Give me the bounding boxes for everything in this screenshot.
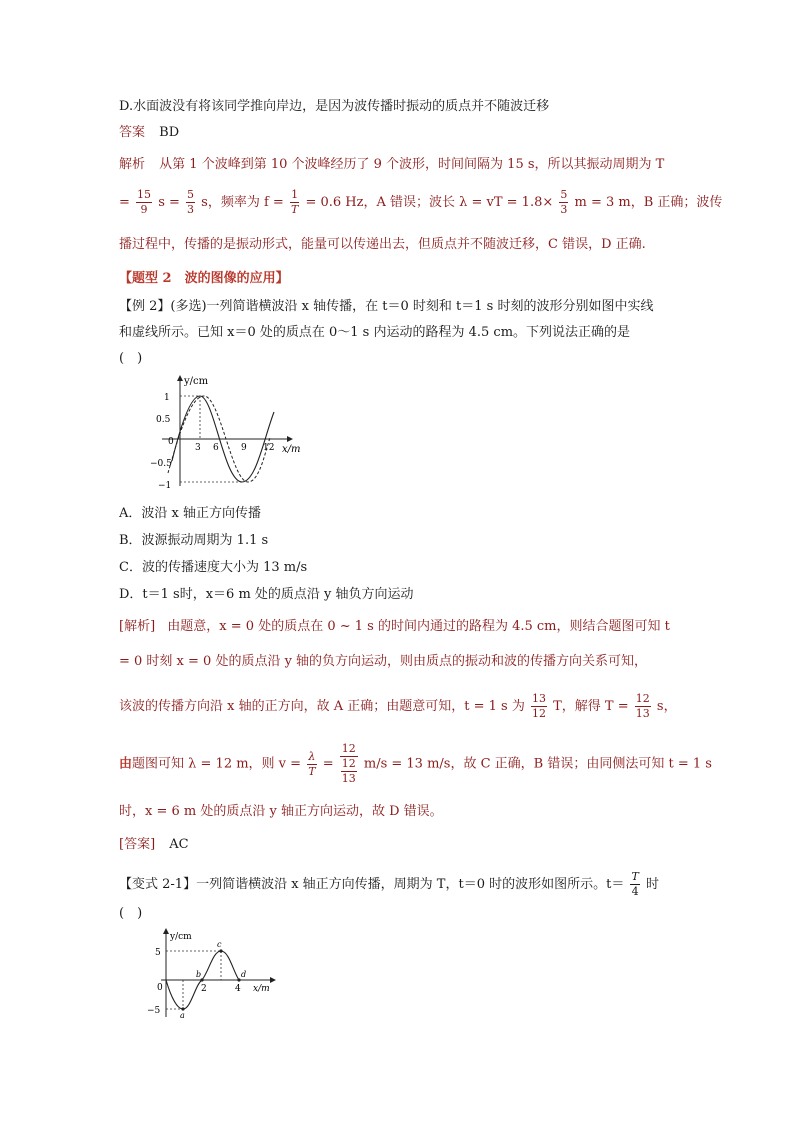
analysis-text: 从第 1 个波峰到第 10 个波峰经历了 9 个波形，时间间隔为 15 s，所以其振动周期为 T (159, 157, 665, 172)
numerator: 15 (137, 188, 152, 201)
point-label: a (180, 1011, 185, 1020)
compound-fraction (340, 742, 358, 786)
y-tick: −0.5 (150, 459, 172, 469)
x-tick: 6 (213, 443, 219, 453)
numerator: 13 (531, 692, 546, 705)
fraction (531, 692, 547, 721)
x-axis-label: x/m (253, 984, 270, 994)
option-d-previous: D.水面波没有将该同学推向岸边，是因为波传播时振动的质点并不随波迁移 (119, 99, 550, 114)
option-b: B．波源振动周期为 1.1 s (119, 533, 269, 548)
numerator: 12 (341, 742, 356, 755)
numerator: 5 (560, 188, 568, 201)
y-tick: 5 (155, 948, 161, 958)
point-label: c (217, 940, 222, 949)
point-label: d (241, 970, 247, 979)
answer-value: AC (169, 837, 189, 852)
answer-label: [答案] (119, 837, 156, 852)
text: m/s = 13 m/s，故 C 正确，B 错误；由同侧法可知 t = 1 s (363, 756, 712, 772)
fraction (136, 188, 152, 217)
x-axis-label: x/m (282, 444, 301, 455)
y-tick: 1 (164, 393, 170, 403)
fraction (635, 692, 651, 721)
option-a: A．波沿 x 轴正方向传播 (119, 506, 261, 521)
y-axis-label: y/cm (184, 376, 209, 387)
text: 由 (119, 756, 133, 772)
solution-label: [解析] (119, 619, 156, 634)
solution-text: 由题意，x = 0 处的质点在 0 ~ 1 s 的时间内通过的路程为 4.5 cm，则结合题图可知 t (167, 619, 670, 634)
answer-paren: ( ) (119, 351, 143, 366)
y-axis-label: y/cm (170, 932, 192, 942)
denominator: T (308, 764, 316, 778)
numerator: 1 (291, 188, 299, 201)
text: = (119, 195, 130, 210)
text: 题图可知 λ = 12 m，则 v = (132, 756, 302, 772)
denominator: 3 (187, 203, 195, 216)
y-tick: 0 (168, 437, 174, 447)
denominator: 12 (531, 707, 546, 720)
answer-1 (119, 124, 179, 142)
wave-figure-1 (140, 368, 310, 493)
text: s，频率为 f = (201, 195, 284, 210)
y-tick: 0.5 (156, 415, 171, 425)
text: = 0.6 Hz，A 错误；波长 λ = vT = 1.8× (305, 195, 554, 210)
text: 【变式 2-1】一列简谐横波沿 x 轴正方向传播，周期为 T，t＝0 时的波形如图所示。t＝ (119, 877, 625, 892)
analysis-1-line-2 (119, 188, 722, 217)
numerator: 5 (187, 188, 195, 201)
numerator: 12 (341, 757, 356, 770)
denominator: 4 (631, 885, 639, 898)
example-2-line-1: 【例 2】(多选)一列简谐横波沿 x 轴传播，在 t＝0 时刻和 t＝1 s 时刻的波形分别如图中实线 (119, 299, 654, 314)
wave-figure-2 (145, 925, 285, 1020)
text: s = (158, 195, 180, 210)
numerator: T (631, 870, 639, 883)
point-label: b (196, 970, 202, 979)
text: 该波的传播方向沿 x 轴的正方向，故 A 正确；由题意可知，t = 1 s 为 (119, 699, 525, 714)
numerator: 12 (635, 692, 650, 705)
denominator: 13 (341, 772, 356, 785)
fraction (341, 757, 357, 786)
analysis-label: 解析 (119, 157, 146, 172)
fraction (186, 188, 195, 217)
text: = (322, 756, 334, 772)
denominator: T (290, 203, 299, 216)
x-tick: 2 (201, 984, 207, 994)
point-c (219, 949, 222, 952)
fraction (307, 750, 316, 779)
text: s， (656, 699, 677, 714)
x-tick: 9 (241, 443, 247, 453)
answer-label: 答案 (119, 125, 146, 140)
option-c: C．波的传播速度大小为 13 m/s (119, 560, 308, 575)
solution-line-5: 时，x = 6 m 处的质点沿 y 轴正方向运动，故 D 错误。 (119, 804, 443, 819)
solution-line-3 (119, 692, 677, 721)
solution-line-1 (119, 618, 670, 636)
x-tick: 3 (195, 443, 201, 453)
numerator: λ (308, 749, 316, 763)
analysis-1-line-1 (119, 156, 664, 174)
text: T，解得 T = (553, 699, 629, 714)
analysis-1-line-3: 播过程中，传播的是振动形式，能量可以传递出去，但质点并不随波迁移，C 错误，D 正确. (119, 237, 646, 252)
y-tick: 0 (157, 983, 163, 993)
solution-line-4 (119, 742, 712, 786)
fraction (559, 188, 568, 217)
x-tick: 4 (235, 984, 241, 994)
answer-value: BD (159, 125, 180, 140)
variant-2-1 (119, 870, 659, 899)
solution-line-2: = 0 时刻 x = 0 处的质点沿 y 轴的负方向运动，则由质点的振动和波的传播方向关系可知， (119, 654, 648, 669)
fraction (630, 870, 639, 899)
x-tick: 12 (263, 443, 275, 453)
denominator: 3 (560, 203, 568, 216)
text: m = 3 m，B 正确；波传 (574, 195, 723, 210)
denominator: 9 (140, 203, 148, 216)
y-tick: −1 (158, 481, 172, 491)
section-heading: 【题型 2 波的图像的应用】 (119, 271, 289, 286)
fraction (290, 188, 299, 217)
option-d: D．t＝1 s时，x＝6 m 处的质点沿 y 轴负方向运动 (119, 587, 414, 602)
y-tick: −5 (147, 1006, 161, 1016)
answer-paren: ( ) (119, 906, 143, 921)
denominator (340, 757, 358, 786)
text: 时 (645, 877, 659, 892)
example-2-line-2: 和虚线所示。已知 x＝0 处的质点在 0～1 s 内运动的路程为 4.5 cm。下列说法正确的是 (119, 325, 631, 340)
answer-2 (119, 836, 189, 854)
denominator: 13 (635, 707, 650, 720)
